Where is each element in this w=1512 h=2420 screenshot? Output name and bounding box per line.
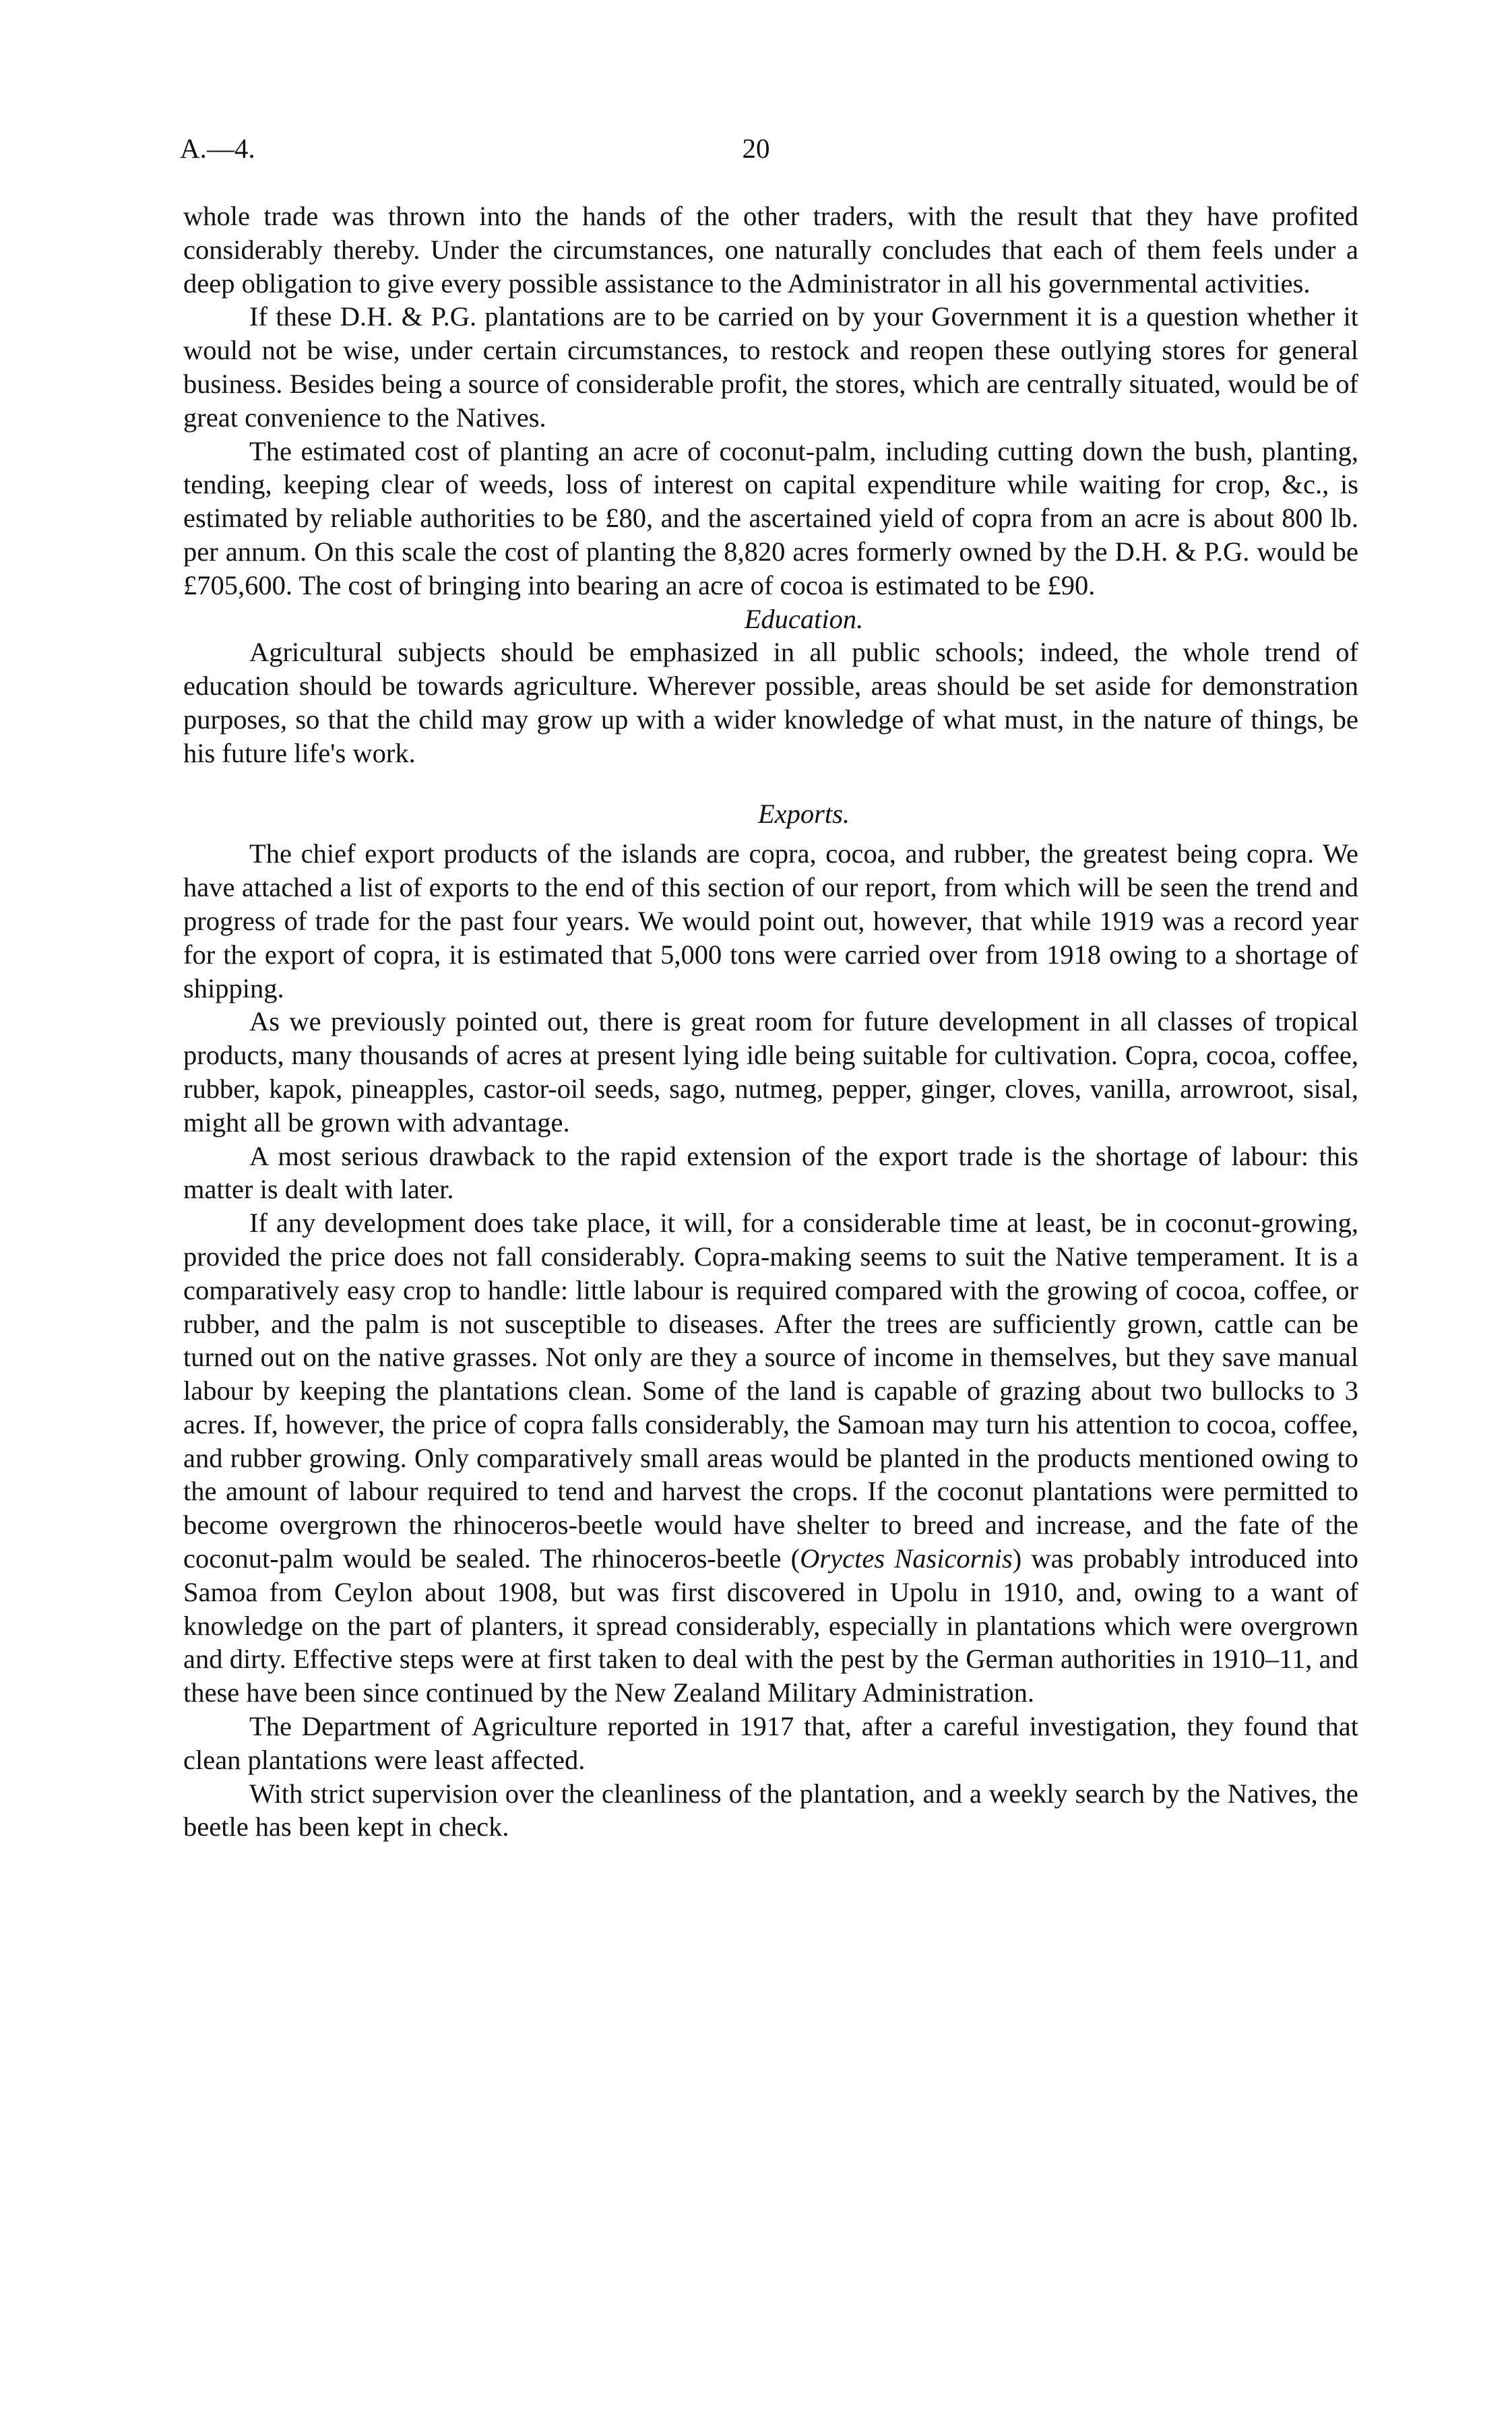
page-number: 20	[742, 133, 770, 164]
paragraph: The chief export products of the islands are copra, cocoa, and rubber, the greatest being copra. We have attached a list of exports to the end of this section of our report, from which will be seen the trend and progress of trade for the past four years. We would point out, however, that while 1919 was a record year for the export of copra, it is estimated that 5,000 tons were carried over from 1918 owing to a shortage of shipping.	[183, 838, 1358, 1003]
paragraph: If these D.H. & P.G. plantations are to be carried on by your Government it is a question whether it would not be wise, under certain circumstances, to restock and reopen these outlying stores for general business. Besides being a source of considerable profit, the stores, which are centrally situated, would be of great convenience to the Natives.	[183, 301, 1358, 433]
section-heading-exports: Exports.	[757, 798, 850, 829]
running-header	[179, 128, 1333, 168]
heading-spacer	[183, 830, 1358, 837]
paragraph-text: If any development does take place, it will, for a considerable time at least, be in coconut-growing, provided the price does not fall considerably. Copra-making seems to suit the Native temperament. It is a comparatively easy crop to handle: little labour is required compared with the growing of cocoa, coffee, or rubber, and the palm is not susceptible to diseases. After the trees are sufficiently grown, cattle can be turned out on the native grasses. Not only are they a source of income in themselves, but they save manual labour by keeping the plantations clean. Some of the land is capable of grazing about two bullocks to 3 acres. If, however, the price of copra falls considerably, the Samoan may turn his attention to cocoa, coffee, and rubber growing. Only comparatively small areas would be planted in the products mentioned owing to the amount of labour required to tend and harvest the crops. If the coconut plantations were permitted to become overgrown the rhinoceros-beetle would have shelter to breed and increase, and the fate of the coconut-palm would be sealed. The rhinoceros-beetle (	[183, 1208, 1358, 1574]
body-text	[183, 199, 1358, 1844]
section-heading-education: Education.	[744, 603, 864, 634]
paragraph: The estimated cost of planting an acre of coconut-palm, including cutting down the bush, planting, tending, keeping clear of weeds, loss of interest on capital expenditure while waiting for crop, &c., is estimated by reliable authorities to be £80, and the ascertained yield of copra from an acre is about 800 lb. per annum. On this scale the cost of planting the 8,820 acres formerly owned by the D.H. & P.G. would be £705,600. The cost of bringing into bearing an acre of cocoa is estimated to be £90.	[183, 435, 1358, 600]
paragraph: As we previously pointed out, there is great room for future development in all classes of tropical products, many thousands of acres at present lying idle being suitable for cultivation. Copra, cocoa, coffee, rubber, kapok, pineapples, castor-oil seeds, sago, nutmeg, pepper, ginger, cloves, vanilla, arrowroot, sisal, might all be grown with advantage.	[183, 1006, 1358, 1138]
paragraph-text: ) was probably introduced into Samoa from Ceylon about 1908, but was first discovered in Upolu in 1910, and, owing to a want of knowledge on the part of planters, it spread considerably, especially in plantations which were overgrown and dirty. Effective steps were at first taken to deal with the pest by the German authorities in 1910–11, and these have been since continued by the New Zealand Military Administration.	[183, 1543, 1358, 1708]
document-reference: A.—4.	[180, 133, 255, 164]
paragraph: The Department of Agriculture reported in 1917 that, after a careful investigation, they found that clean plantations were least affected.	[183, 1711, 1358, 1775]
paragraph: A most serious drawback to the rapid extension of the export trade is the shortage of labour: this matter is dealt with later.	[183, 1140, 1358, 1205]
paragraph	[183, 1206, 1358, 1710]
paragraph: Agricultural subjects should be emphasized in all public schools; indeed, the whole trend of education should be towards agriculture. Wherever possible, areas should be set aside for demonstration purposes, so that the child may grow up with a wider knowledge of what must, in the nature of things, be his future life's work.	[183, 637, 1358, 768]
paragraph: With strict supervision over the cleanliness of the plantation, and a weekly search by the Natives, the beetle has been kept in check.	[183, 1778, 1358, 1842]
section-spacer	[183, 770, 1358, 797]
species-name: Oryctes Nasicornis	[800, 1543, 1013, 1574]
paragraph: whole trade was thrown into the hands of the other traders, with the result that they have profited considerably thereby. Under the circumstances, one naturally concludes that each of them feels under a deep obligation to give every possible assistance to the Administrator in all his governmental activities.	[183, 201, 1358, 299]
